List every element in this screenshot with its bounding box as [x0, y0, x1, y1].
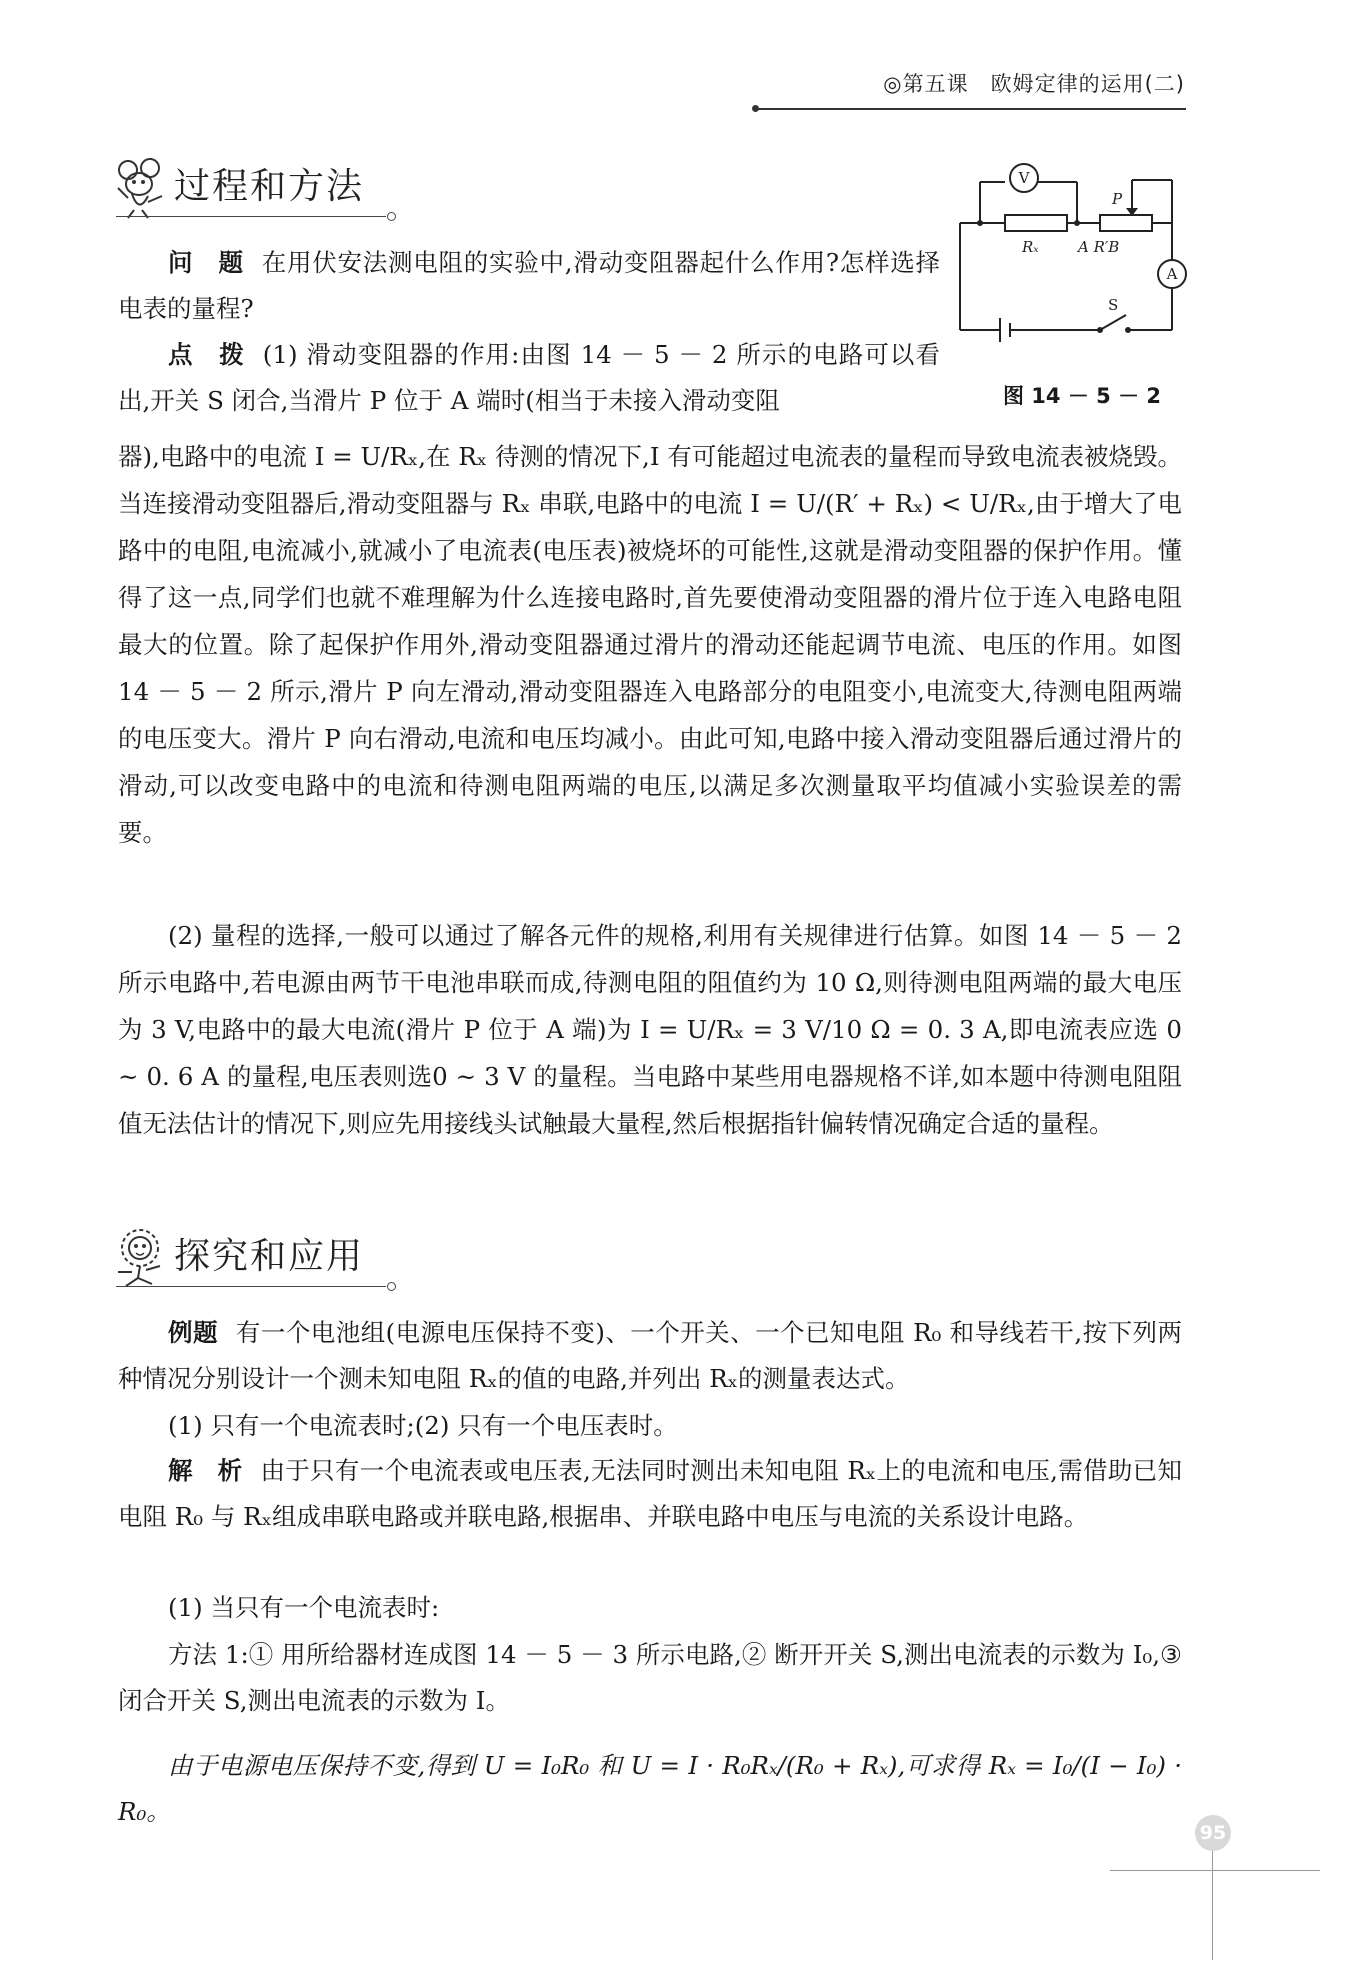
question-label: 问 题 [168, 248, 244, 277]
resistor-label: Rₓ [1022, 238, 1039, 256]
header-rule [756, 108, 1186, 110]
method1-paragraph: 方法 1:① 用所给器材连成图 14 － 5 － 3 所示电路,② 断开开关 S,测出电流表的示数为 I₀,③ 闭合开关 S,测出电流表的示数为 I。 [118, 1640, 1182, 1715]
hint-paragraph [118, 332, 940, 423]
analysis-paragraph [118, 1448, 1182, 1539]
section-title: 探究和应用 [174, 1236, 365, 1277]
page-number: 95 [1195, 1815, 1231, 1851]
case1-line: (1) 当只有一个电流表时: [168, 1593, 440, 1622]
mouse-mascot-icon [112, 158, 170, 220]
derivation-line: 由于电源电压保持不变,得到 U = I₀R₀ 和 U = I · R₀Rₓ/(R₀ + Rₓ),可求得 Rₓ = I₀/(I − I₀) · R₀。 [118, 1751, 1182, 1826]
section-underline [116, 216, 386, 217]
hint-label: 点 拨 [168, 340, 245, 369]
question-paragraph [118, 240, 940, 331]
hint-text: (1) 滑动变阻器的作用:由图 14 － 5 － 2 所示的电路可以看出,开关 S 闭合,当滑片 P 位于 A 端时(相当于未接入滑动变阻 [118, 340, 941, 415]
footer-rule-vertical [1212, 1850, 1213, 1960]
slider-label: P [1112, 190, 1123, 208]
switch-label: S [1108, 296, 1119, 314]
circuit-diagram [950, 160, 1190, 350]
running-header: ◎第五课 欧姆定律的运用(二) [883, 72, 1185, 96]
body-paragraph-1: 器),电路中的电流 I = U/Rₓ,在 Rₓ 待测的情况下,I 有可能超过电流表的量程而导致电流表被烧毁。当连接滑动变阻器后,滑动变阻器与 Rₓ 串联,电路中的电流 I = U/(R′ + Rₓ) < U/Rₓ,由于增大了电路中的电阻,电流减小,就减小了电流表(电压表)被烧坏的可能性,这就是滑动变阻器的保护作用。懂得了这一点,同学们也就不难理解为什么连接电路时,首先要使滑动变阻器的滑片位于连入电路电阻最大的位置。除了起保护作用外,滑动变阻器通过滑片的滑动还能起调节电流、电压的作用。如图14 － 5 － 2 所示,滑片 P 向左滑动,滑动变阻器连入电路部分的电阻变小,电流变大,待测电阻两端的电压变大。滑片 P 向右滑动,电流和电压均减小。由此可知,电路中接入滑动变阻器后通过滑片的滑动,可以改变电路中的电流和待测电阻两端的电压,以满足多次测量取平均值减小实验误差的需要。 [118, 442, 1182, 847]
section-title: 过程和方法 [174, 166, 365, 207]
footer-rule [1110, 1870, 1320, 1871]
question-text: 在用伏安法测电阻的实验中,滑动变阻器起什么作用?怎样选择电表的量程? [118, 248, 941, 323]
example-paragraph [118, 1310, 1182, 1401]
cases-line: (1) 只有一个电流表时;(2) 只有一个电压表时。 [168, 1411, 678, 1440]
lion-mascot-icon [112, 1228, 170, 1290]
analysis-text: 由于只有一个电流表或电压表,无法同时测出未知电阻 Rₓ上的电流和电压,需借助已知电阻 R₀ 与 Rₓ组成串联电路或并联电路,根据串、并联电路中电压与电流的关系设计电路。 [118, 1456, 1182, 1531]
figure-caption: 图 14 － 5 － 2 [1003, 384, 1162, 408]
ammeter-label: A [1166, 265, 1178, 283]
terminal-labels: A R′B [1078, 238, 1120, 256]
analysis-label: 解 析 [168, 1456, 243, 1485]
voltmeter-label: V [1018, 169, 1030, 187]
example-label: 例题 [168, 1318, 218, 1347]
body-paragraph-2: (2) 量程的选择,一般可以通过了解各元件的规格,利用有关规律进行估算。如图 14 － 5 － 2 所示电路中,若电源由两节干电池串联而成,待测电阻的阻值约为 10 Ω,则待测电阻两端的最大电压为 3 V,电路中的最大电流(滑片 P 位于 A 端)为 I = U/Rₓ = 3 V/10 Ω = 0. 3 A,即电流表应选 0 ~ 0. 6 A 的量程,电压表则选0 ~ 3 V 的量程。当电路中某些用电器规格不详,如本题中待测电阻阻值无法估计的情况下,则应先用接线头试触最大量程,然后根据指针偏转情况确定合适的量程。 [118, 921, 1182, 1138]
section-underline [116, 1286, 386, 1287]
example-text: 有一个电池组(电源电压保持不变)、一个开关、一个已知电阻 R₀ 和导线若干,按下列两种情况分别设计一个测未知电阻 Rₓ的值的电路,并列出 Rₓ的测量表达式。 [118, 1318, 1183, 1393]
